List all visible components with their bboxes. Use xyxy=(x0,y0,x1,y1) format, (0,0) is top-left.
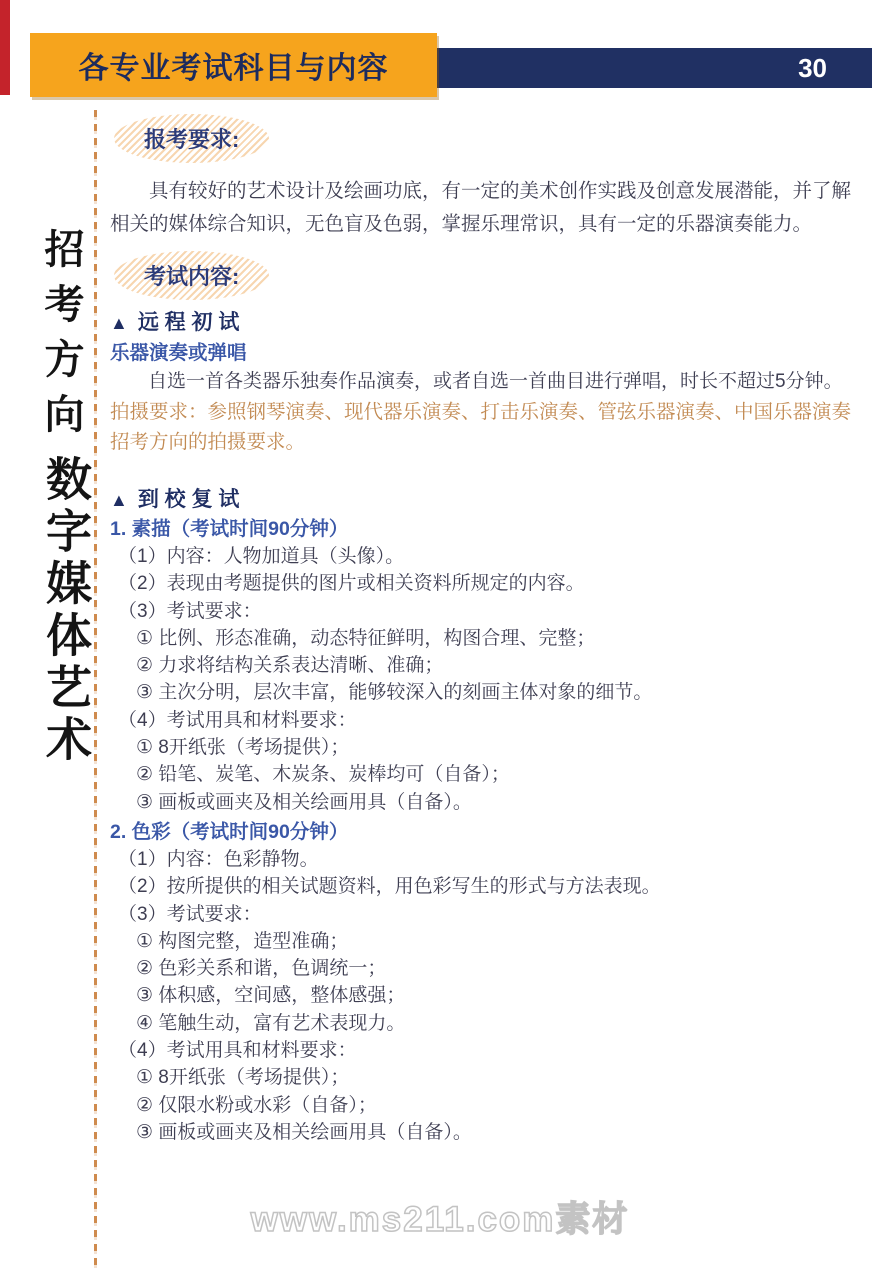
subject-title: 1. 素描（考试时间90分钟） xyxy=(110,518,349,540)
content-line: （4）考试用具和材料要求： xyxy=(118,709,357,731)
remote-exam-subheading: 乐器演奏或弹唱 xyxy=(110,342,247,364)
content-line: ② 色彩关系和谐，色调统一； xyxy=(136,958,387,980)
triangle-icon: ▲ xyxy=(110,490,128,510)
main-content xyxy=(110,110,862,1146)
content-line: ③ 体积感，空间感，整体感强； xyxy=(136,985,406,1007)
remote-exam-shooting-note: 拍摄要求：参照钢琴演奏、现代器乐演奏、打击乐演奏、管弦乐器演奏、中国乐器演奏招考方向的拍摄要求。 xyxy=(110,401,852,453)
content-line: ③ 主次分明，层次丰富，能够较深入的刻画主体对象的细节。 xyxy=(136,682,653,704)
watermark: www.ms211.com素材 xyxy=(250,1200,630,1239)
content-line: ② 铅笔、炭笔、木炭条、炭棒均可（自备）； xyxy=(136,764,510,786)
subject-block xyxy=(110,515,862,816)
content-line: （4）考试用具和材料要求： xyxy=(118,1040,357,1062)
content-line: （2）表现由考题提供的图片或相关资料所规定的内容。 xyxy=(118,573,585,595)
content-line: ① 8开纸张（考场提供）； xyxy=(136,1067,350,1089)
subject-list xyxy=(110,515,862,1146)
content-line: ③ 画板或画夹及相关绘画用具（自备）。 xyxy=(136,1121,472,1143)
content-line: ③ 画板或画夹及相关绘画用具（自备）。 xyxy=(136,791,472,813)
red-corner-strip xyxy=(0,0,10,95)
exam-content-label: 考试内容: xyxy=(114,251,269,300)
oncampus-exam-heading xyxy=(110,487,862,513)
oncampus-exam-heading-label: 到 校 复 试 xyxy=(137,488,240,511)
content-line: （3）考试要求： xyxy=(118,600,262,622)
header-bar xyxy=(420,48,872,88)
requirements-body: 具有较好的艺术设计及绘画功底，有一定的美术创作实践及创意发展潜能，并了解相关的媒体综合知识，无色盲及色弱，掌握乐理常识，具有一定的乐器演奏能力。 xyxy=(110,180,852,235)
subject-title: 2. 色彩（考试时间90分钟） xyxy=(110,820,349,843)
content-line: （3）考试要求： xyxy=(118,903,262,925)
requirements-label: 报考要求: xyxy=(114,114,269,163)
page-number: 30 xyxy=(798,52,827,83)
content-line: ④ 笔触生动，富有艺术表现力。 xyxy=(136,1012,406,1034)
content-line: ① 8开纸张（考场提供）； xyxy=(136,737,350,759)
page-title: 各专业考试科目与内容 xyxy=(78,52,389,85)
sidebar-label-major: 数字媒体艺术 xyxy=(40,455,92,767)
remote-exam-heading xyxy=(110,310,862,336)
sidebar-label-recruit-direction: 招考方向 xyxy=(39,228,83,448)
content-line: （1）内容：人物加道具（头像）。 xyxy=(118,546,405,567)
content-line: （2）按所提供的相关试题资料，用色彩写生的形式与方法表现。 xyxy=(118,876,661,898)
content-line: ① 比例、形态准确，动态特征鲜明，构图合理、完整； xyxy=(136,627,596,649)
header-title-box xyxy=(30,33,437,97)
subject-block xyxy=(110,818,862,1146)
content-line: ① 构图完整，造型准确； xyxy=(136,930,349,952)
remote-exam-body: 自选一首各类器乐独奏作品演奏，或者自选一首曲目进行弹唱，时长不超过5分钟。 xyxy=(148,371,843,392)
content-line: ② 力求将结构关系表达清晰、准确； xyxy=(136,655,444,677)
content-line: （1）内容：色彩静物。 xyxy=(118,848,319,870)
triangle-icon: ▲ xyxy=(110,313,128,333)
remote-exam-heading-label: 远 程 初 试 xyxy=(137,311,240,334)
content-line: ② 仅限水粉或水彩（自备）； xyxy=(136,1094,377,1116)
